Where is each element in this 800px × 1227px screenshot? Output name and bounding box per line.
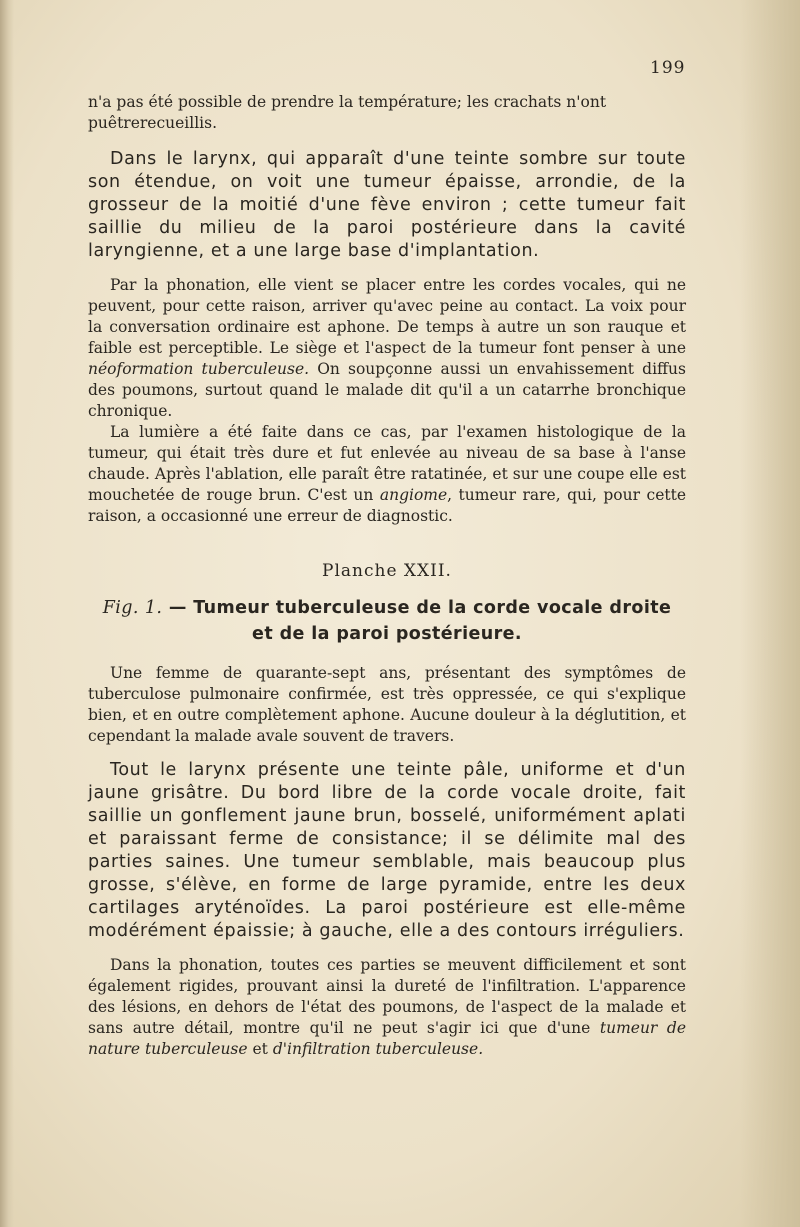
emphasis-text: d'infiltration tuberculeuse. — [272, 1040, 484, 1058]
figure-caption-line — [88, 595, 686, 621]
figure-label: Fig. 1. — [102, 598, 163, 618]
text-run: , tumeur rare, qui, pour cette raison, a occasionné une erreur de diagnostic. — [88, 486, 686, 525]
paragraph-larynx-description: Dans le larynx, qui apparaît d'une teinte sombre sur toute son étendue, on voit une tumeur épaisse, arrondie, de la grosseur de la moitié d'une fève environ ; cette tumeur fait saillie du milieu de la paroi postérieure dans la cavité laryngienne, et a une large base d'implantation. — [88, 149, 686, 261]
paragraph-case-history: Une femme de quarante-sept ans, présentant des symptômes de tuberculose pulmonaire confirmée, est très oppressée, ce qui s'explique bien, et en outre complètement aphone. Aucune douleur à la déglutition, et cependant la malade avale souvent de travers. — [88, 664, 686, 745]
text-run: On soupçonne aussi un envahissement diffus des poumons, surtout quand le malade dit qu'il a un catarrhe bronchique chronique. — [88, 360, 686, 420]
emphasis-text: tumeur de nature tuberculeuse — [88, 1019, 686, 1058]
page-left-edge — [0, 0, 14, 1227]
plate-heading: Planche XXII. — [322, 561, 452, 581]
emphasis-text: néoformation tuberculeuse. — [88, 360, 310, 378]
figure-title-text: et de la paroi postérieure. — [252, 624, 522, 644]
paragraph-line: puêtrerecueillis. — [88, 114, 218, 132]
paragraph-phonation — [88, 275, 686, 422]
page-number: 199 — [650, 58, 686, 78]
figure-title-text: — Tumeur tuberculeuse de la corde vocale droite — [162, 598, 672, 618]
emphasis-text: angiome — [379, 486, 448, 504]
figure-caption — [88, 595, 686, 647]
text-run: Par la phonation, elle vient se placer entre les cordes vocales, qui ne peuvent, pour cette raison, arriver qu'avec peine au contact. La voix pour la conversation ordinaire est aphone. De temps à autre un son rauque et faible est perceptible. Le siège et l'aspect de la tumeur font penser à une — [88, 276, 686, 357]
paragraph-histology — [88, 422, 686, 527]
page-right-edge — [740, 0, 800, 1227]
paragraph-line: n'a pas été possible de prendre la température; les crachats n'ont — [88, 93, 607, 111]
paragraph-larynx-findings: Tout le larynx présente une teinte pâle, uniforme et d'un jaune grisâtre. Du bord libre de la corde vocale droite, fait saillie un gonflement jaune brun, bosselé, uniformément aplati et paraissant ferme de consistance; il se délimite mal des parties saines. Une tumeur semblable, mais beaucoup plus grosse, s'élève, en forme de large pyramide, entre les deux cartilages aryténoïdes. La paroi postérieure est elle-même modérément épaissie; à gauche, elle a des contours irréguliers. — [88, 760, 686, 941]
paragraph-conclusion — [88, 955, 686, 1060]
page-content — [88, 92, 686, 1060]
text-run: Dans la phonation, toutes ces parties se meuvent difficilement et sont également rigides, prouvant ainsi la dureté de l'infiltration. L'apparence des lésions, en dehors de l'état des poumons, de l'aspect de la malade et sans autre détail, montre qu'il ne peut s'agir ici que d'une — [88, 956, 686, 1037]
text-run: La lumière a été faite dans ce cas, par l'examen histologique de la tumeur, qui était très dure et fut enlevée au niveau de sa base à l'anse chaude. Après l'ablation, elle paraît être ratatinée, et sur une coupe elle est mouchetée de rouge brun. C'est un — [88, 423, 686, 504]
text-run: et — [247, 1040, 273, 1058]
paragraph-continuation — [88, 92, 686, 134]
